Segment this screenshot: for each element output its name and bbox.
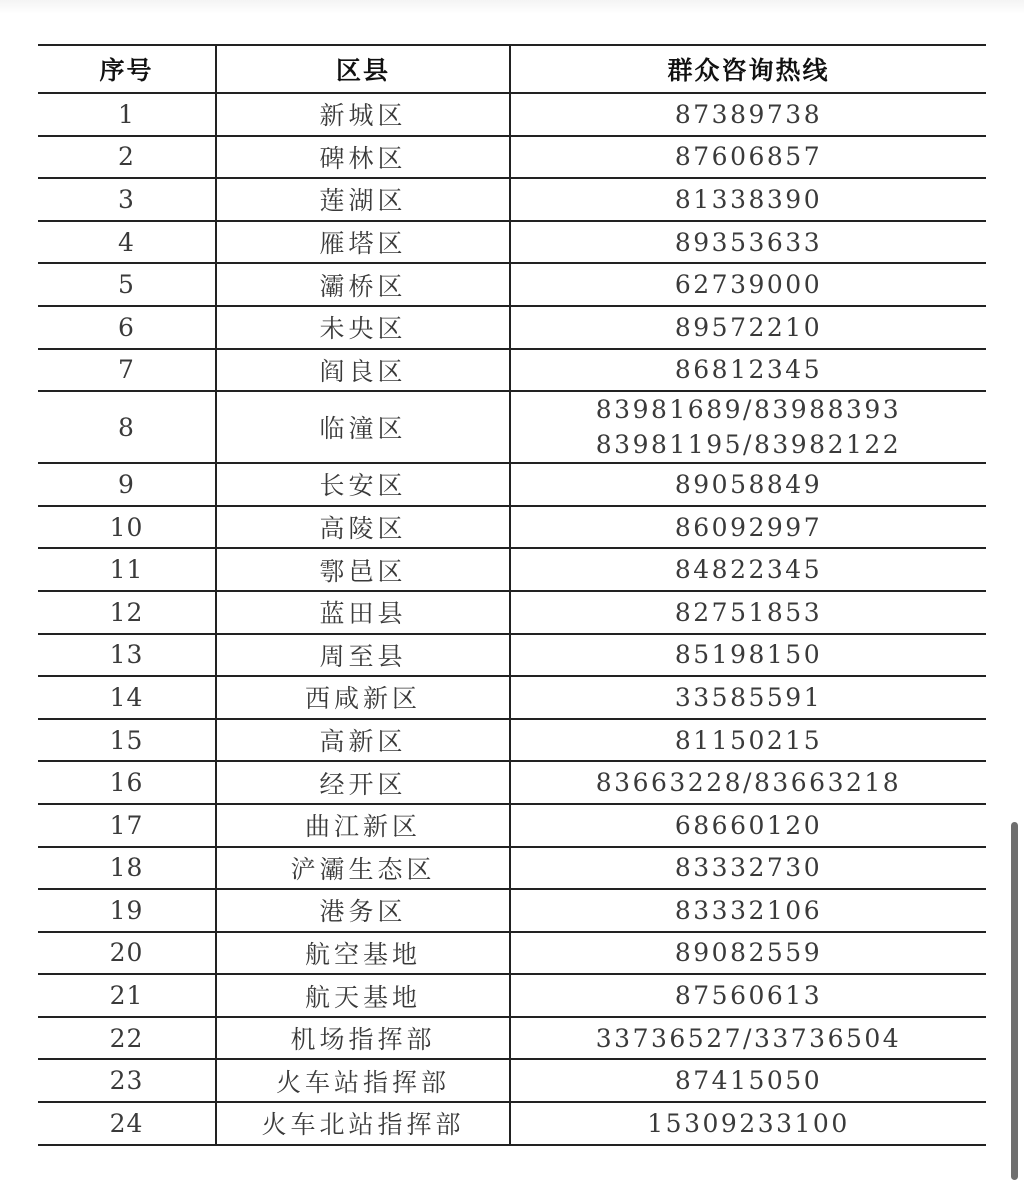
row-hotline (510, 761, 986, 804)
table-row (38, 136, 986, 179)
row-index: 21 (38, 974, 216, 1017)
row-index: 13 (38, 634, 216, 677)
row-index: 17 (38, 804, 216, 847)
row-hotline (510, 136, 986, 179)
hotline-number: 81338390 (674, 184, 823, 214)
hotline-number: 15309233100 (647, 1108, 850, 1138)
hotline-number: 85198150 (674, 640, 823, 670)
hotline-number: 82751853 (674, 597, 823, 627)
hotline-number: 89353633 (674, 227, 823, 257)
row-hotline (510, 221, 986, 264)
table-row (38, 263, 986, 306)
row-district: 火车北站指挥部 (216, 1102, 510, 1145)
row-district: 机场指挥部 (216, 1017, 510, 1060)
row-index: 14 (38, 676, 216, 719)
row-hotline (510, 974, 986, 1017)
row-district: 蓝田县 (216, 591, 510, 634)
hotline-number: 83332106 (674, 895, 823, 925)
row-district: 曲江新区 (216, 804, 510, 847)
hotline-number: 83663228/83663218 (595, 768, 902, 798)
row-district: 灞桥区 (216, 263, 510, 306)
hotline-number: 83332730 (674, 853, 823, 883)
table-row (38, 349, 986, 392)
row-hotline (510, 391, 986, 463)
row-index: 5 (38, 263, 216, 306)
row-district: 经开区 (216, 761, 510, 804)
table-row (38, 506, 986, 549)
row-hotline (510, 306, 986, 349)
row-index: 15 (38, 719, 216, 762)
row-hotline (510, 847, 986, 890)
header-hotline: 群众咨询热线 (510, 45, 986, 93)
table-row (38, 1102, 986, 1145)
row-hotline (510, 349, 986, 392)
hotline-number: 87606857 (674, 142, 823, 172)
row-district: 雁塔区 (216, 221, 510, 264)
row-index: 6 (38, 306, 216, 349)
row-district: 鄠邑区 (216, 548, 510, 591)
row-index: 18 (38, 847, 216, 890)
row-hotline (510, 463, 986, 506)
header-district: 区县 (216, 45, 510, 93)
hotline-number: 62739000 (674, 270, 823, 300)
table-row (38, 719, 986, 762)
row-hotline (510, 634, 986, 677)
row-index: 3 (38, 178, 216, 221)
row-district: 莲湖区 (216, 178, 510, 221)
row-district: 火车站指挥部 (216, 1059, 510, 1102)
row-hotline (510, 506, 986, 549)
hotline-number: 89082559 (674, 938, 823, 968)
row-district: 航空基地 (216, 932, 510, 975)
table-row (38, 1059, 986, 1102)
hotline-number: 87415050 (674, 1066, 823, 1096)
table-row (38, 306, 986, 349)
hotline-number: 33736527/33736504 (595, 1023, 902, 1053)
row-hotline (510, 889, 986, 932)
row-hotline (510, 804, 986, 847)
table-row (38, 591, 986, 634)
row-district: 长安区 (216, 463, 510, 506)
row-hotline (510, 932, 986, 975)
row-hotline (510, 548, 986, 591)
row-index: 16 (38, 761, 216, 804)
hotline-number: 81150215 (674, 725, 823, 755)
row-index: 20 (38, 932, 216, 975)
row-district: 浐灞生态区 (216, 847, 510, 890)
row-index: 24 (38, 1102, 216, 1145)
row-index: 22 (38, 1017, 216, 1060)
table-row (38, 221, 986, 264)
row-hotline (510, 676, 986, 719)
hotline-number: 87389738 (674, 99, 823, 129)
row-district: 临潼区 (216, 391, 510, 463)
row-index: 7 (38, 349, 216, 392)
row-hotline (510, 263, 986, 306)
hotline-number: 86812345 (674, 355, 823, 385)
table-row (38, 548, 986, 591)
table-row (38, 463, 986, 506)
row-district: 新城区 (216, 93, 510, 136)
table-row (38, 889, 986, 932)
table-row (38, 847, 986, 890)
row-hotline (510, 1102, 986, 1145)
table-header-row (38, 45, 986, 93)
row-index: 4 (38, 221, 216, 264)
hotline-number: 89058849 (674, 469, 823, 499)
row-index: 8 (38, 391, 216, 463)
row-hotline (510, 1059, 986, 1102)
page-top-edge (0, 0, 1024, 14)
row-district: 周至县 (216, 634, 510, 677)
row-hotline (510, 719, 986, 762)
row-index: 1 (38, 93, 216, 136)
row-hotline (510, 1017, 986, 1060)
table-row (38, 391, 986, 463)
table-row (38, 804, 986, 847)
hotline-number: 83981195/83982122 (595, 430, 902, 460)
vertical-scrollbar[interactable] (1011, 822, 1018, 1180)
row-hotline (510, 178, 986, 221)
row-district: 未央区 (216, 306, 510, 349)
hotline-number: 84822345 (674, 555, 823, 585)
table-body (38, 93, 986, 1145)
table-row (38, 761, 986, 804)
row-hotline (510, 591, 986, 634)
table-row (38, 932, 986, 975)
row-index: 19 (38, 889, 216, 932)
table-row (38, 974, 986, 1017)
table-row (38, 634, 986, 677)
hotline-number: 83981689/83988393 (595, 395, 902, 425)
row-index: 12 (38, 591, 216, 634)
hotline-table (38, 44, 986, 1146)
header-index: 序号 (38, 45, 216, 93)
hotline-number: 68660120 (674, 810, 823, 840)
hotline-number: 86092997 (674, 512, 823, 542)
hotline-number: 89572210 (674, 312, 823, 342)
row-index: 23 (38, 1059, 216, 1102)
row-district: 阎良区 (216, 349, 510, 392)
row-index: 9 (38, 463, 216, 506)
row-district: 西咸新区 (216, 676, 510, 719)
row-district: 港务区 (216, 889, 510, 932)
row-district: 碑林区 (216, 136, 510, 179)
table-row (38, 676, 986, 719)
row-index: 2 (38, 136, 216, 179)
row-index: 11 (38, 548, 216, 591)
row-district: 航天基地 (216, 974, 510, 1017)
table-row (38, 93, 986, 136)
row-hotline (510, 93, 986, 136)
row-index: 10 (38, 506, 216, 549)
hotline-number: 87560613 (674, 981, 823, 1011)
row-district: 高新区 (216, 719, 510, 762)
table-row (38, 1017, 986, 1060)
table-row (38, 178, 986, 221)
hotline-number: 33585591 (674, 682, 823, 712)
row-district: 高陵区 (216, 506, 510, 549)
